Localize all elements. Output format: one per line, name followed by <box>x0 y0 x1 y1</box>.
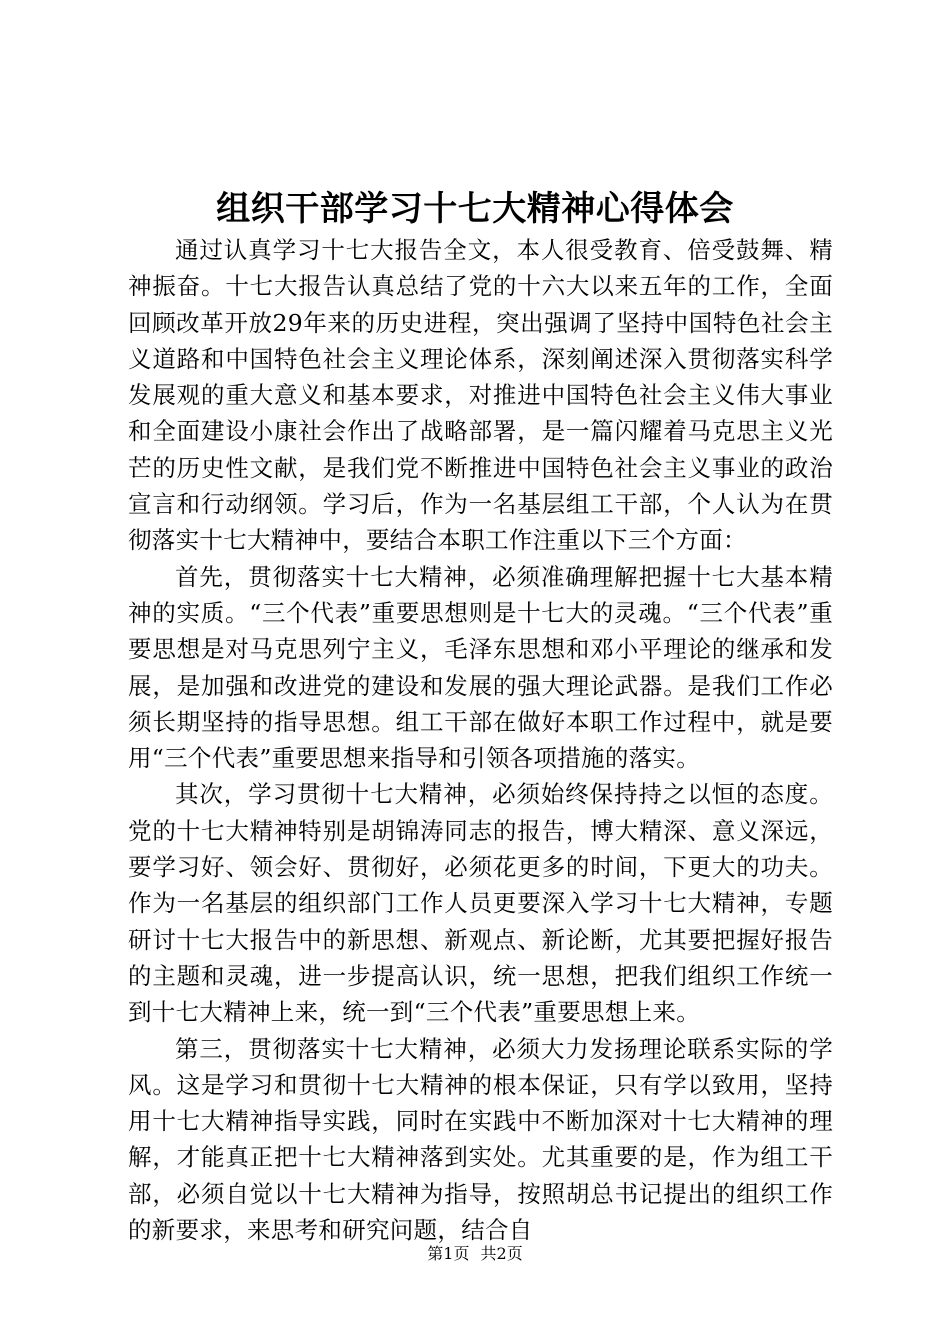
document-body <box>128 232 833 1248</box>
paragraph-second-point: 其次，学习贯彻十七大精神，必须始终保持持之以恒的态度。党的十七大精神特别是胡锦涛同志的报告，博大精深、意义深远，要学习好、领会好、贯彻好，必须花更多的时间，下更大的功夫。作为一名基层的组织部门工作人员更要深入学习十七大精神，专题研讨十七大报告中的新思想、新观点、新论断，尤其要把握好报告的主题和灵魂，进一步提高认识，统一思想，把我们组织工作统一到十七大精神上来，统一到“三个代表”重要思想上来。 <box>128 780 833 1027</box>
document-title: 组织干部学习十七大精神心得体会 <box>216 189 734 229</box>
paragraph-third-point: 第三，贯彻落实十七大精神，必须大力发扬理论联系实际的学风。这是学习和贯彻十七大精神的根本保证，只有学以致用，坚持用十七大精神指导实践，同时在实践中不断加深对十七大精神的理解，才能真正把十七大精神落到实处。尤其重要的是，作为组工干部，必须自觉以十七大精神为指导，按照胡总书记提出的组织工作的新要求，来思考和研究问题，结合自 <box>128 1034 833 1245</box>
page-number-total: 共2页 <box>480 1244 523 1263</box>
paragraph-intro: 通过认真学习十七大报告全文，本人很受教育、倍受鼓舞、精神振奋。十七大报告认真总结了党的十六大以来五年的工作，全面回顾改革开放29年来的历史进程，突出强调了坚持中国特色社会主义道路和中国特色社会主义理论体系，深刻阐述深入贯彻落实科学发展观的重大意义和基本要求，对推进中国特色社会主义伟大事业和全面建设小康社会作出了战略部署，是一篇闪耀着马克思主义光芒的历史性文献，是我们党不断推进中国特色社会主义事业的政治宣言和行动纲领。学习后，作为一名基层组工干部，个人认为在贯彻落实十七大精神中，要结合本职工作注重以下三个方面： <box>128 236 833 555</box>
page-number-current: 第1页 <box>427 1244 470 1263</box>
page-footer <box>0 1242 950 1266</box>
paragraph-first-point: 首先，贯彻落实十七大精神，必须准确理解把握十七大基本精神的实质。“三个代表”重要思想则是十七大的灵魂。“三个代表”重要思想是对马克思列宁主义，毛泽东思想和邓小平理论的继承和发展，是加强和改进党的建设和发展的强大理论武器。是我们工作必须长期坚持的指导思想。组工干部在做好本职工作过程中，就是要用“三个代表”重要思想来指导和引领各项措施的落实。 <box>128 562 833 773</box>
